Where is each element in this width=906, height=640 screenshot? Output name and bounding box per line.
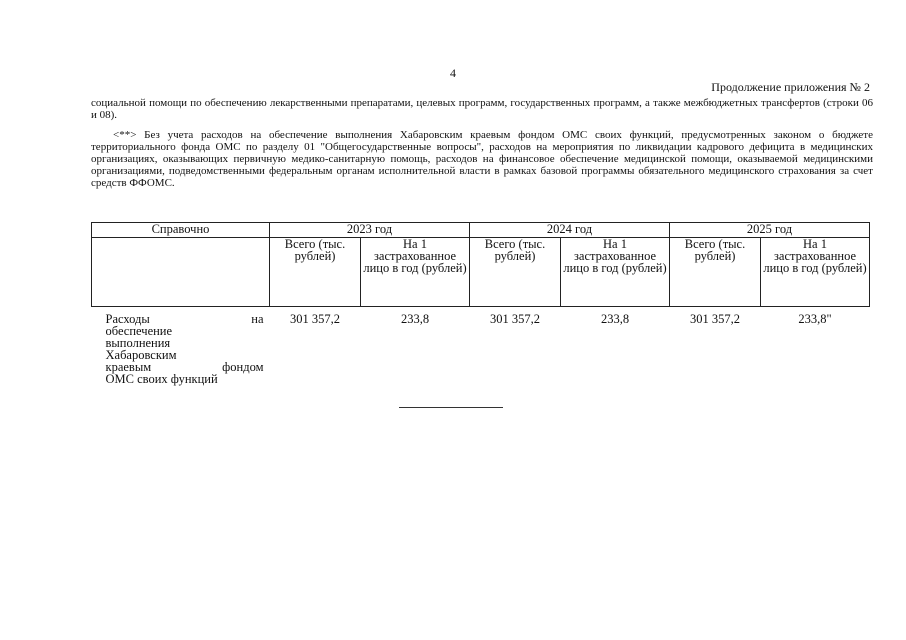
header-year-2023: 2023 год <box>270 223 470 238</box>
value-per-person-2024: 233,8 <box>600 312 630 326</box>
subheader-per-person-2025: На 1 застрахованное лицо в год (рублей) <box>761 238 870 307</box>
separator-line <box>399 407 503 408</box>
paragraph-footnote: <**> Без учета расходов на обеспечение выполнения Хабаровским краевым фондом ОМС своих функций, предусмотренных законом о бюджете территориального фонда ОМС по разделу 01 "Общегосударственные вопросы", расходов на мероприятия по ликвидации кадрового дефицита в медицинских организациях, оказывающих первичную медико-санитарную помощь, расходов на финансовое обеспечение медицинской помощи, оказываемой медицинскими организациями, подведомственными федеральным органам исполнительной власти в рамках базовой программы обязательного медицинского страхования за счет средств ФФОМС. <box>91 129 873 189</box>
subheader-per-person-2024: На 1 застрахованное лицо в год (рублей) <box>561 238 670 307</box>
value-per-person-2023: 233,8 <box>400 312 430 326</box>
row-label-line: обеспечение <box>105 324 173 338</box>
continuation-label: Продолжение приложения № 2 <box>711 80 870 94</box>
value-total-2025: 301 357,2 <box>690 312 740 326</box>
row-label-line: Расходы на <box>105 312 264 326</box>
subheader-total-2024: Всего (тыс. рублей) <box>470 238 561 307</box>
row-label-line: краевым фондом <box>105 360 264 374</box>
subheader-per-person-2023: На 1 застрахованное лицо в год (рублей) <box>361 238 470 307</box>
row-label-line: выполнения <box>105 336 171 350</box>
paragraph-social-assistance: социальной помощи по обеспечению лекарственными препаратами, целевых программ, государственных программ, а также межбюджетных трансфертов (строки 06 и 08). <box>91 97 873 121</box>
value-total-2023: 301 357,2 <box>290 312 340 326</box>
row-label-line: Хабаровским <box>105 348 177 362</box>
subheader-total-2023: Всего (тыс. рублей) <box>270 238 361 307</box>
subheader-total-2025: Всего (тыс. рублей) <box>670 238 761 307</box>
page-number: 4 <box>450 66 456 80</box>
value-per-person-2025: 233,8" <box>798 312 832 326</box>
header-empty-cell <box>92 238 270 307</box>
row-label-expenses <box>92 307 270 386</box>
row-label-line: ОМС своих функций <box>105 372 218 386</box>
header-year-2024: 2024 год <box>470 223 670 238</box>
reference-table <box>91 222 870 385</box>
value-total-2024: 301 357,2 <box>490 312 540 326</box>
header-year-2025: 2025 год <box>670 223 870 238</box>
header-reference-label: Справочно <box>92 223 270 238</box>
